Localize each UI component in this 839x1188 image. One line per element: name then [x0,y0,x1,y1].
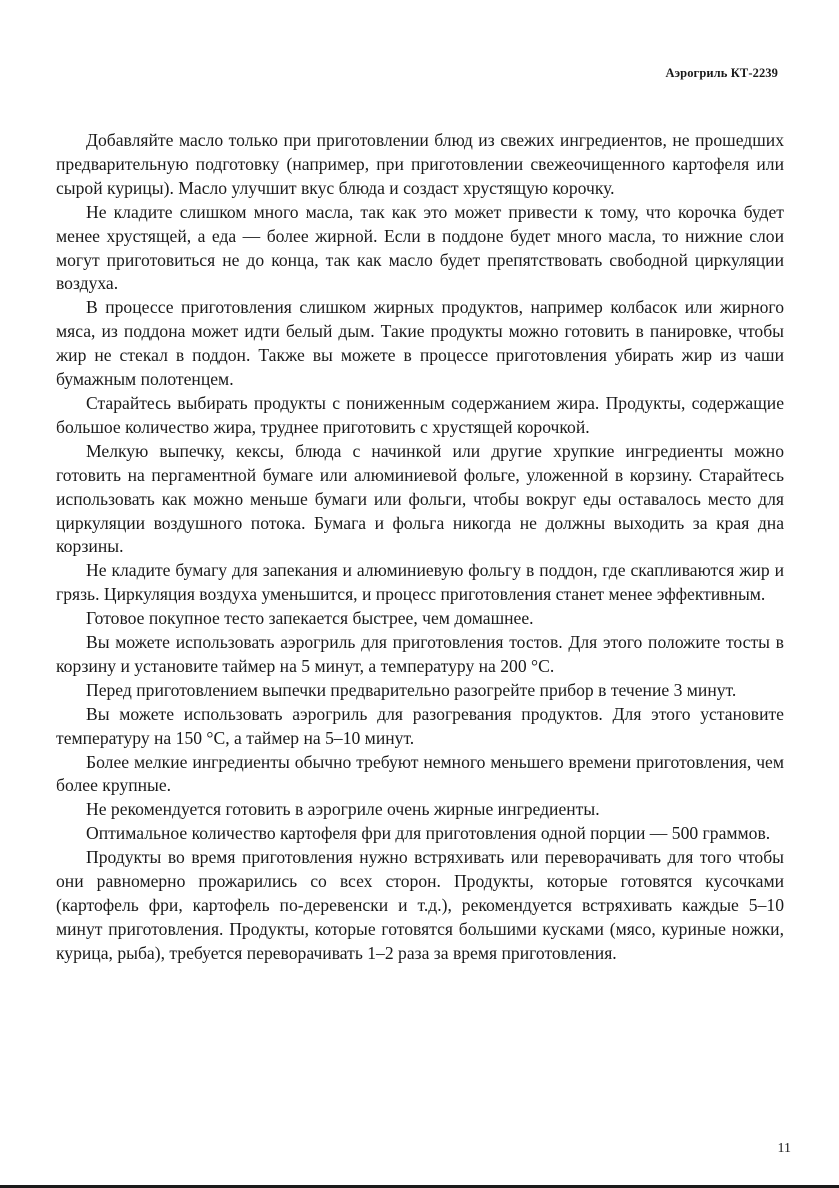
paragraph: Перед приготовлением выпечки предварительно разогрейте прибор в течение 3 минут. [86,679,737,700]
paragraph: В процессе приготовления слишком жирных продуктов, например колбасок или жирного мяса, из поддона может идти белый дым. Такие продукты можно готовить в панировке, чтобы жир не стекал в поддон. Также вы можете в процессе приготовления убирать жир из чаши бумажным полотенцем. [56,297,784,390]
paragraph: Вы можете использовать аэрогриль для разогревания продуктов. Для этого установите температуру на 150 °С, а таймер на 5–10 минут. [56,703,784,748]
paragraph: Старайтесь выбирать продукты с пониженным содержанием жира. Продукты, содержащие большое количество жира, труднее приготовить с хрустящей корочкой. [56,392,784,437]
paragraph: Не рекомендуется готовить в аэрогриле очень жирные ингредиенты. [86,799,600,820]
paragraph: Мелкую выпечку, кексы, блюда с начинкой или другие хрупкие ингредиенты можно готовить на пергаментной бумаге или алюминиевой фольге, уложенной в корзину. Старайтесь использовать как можно меньше бумаги или фольги, чтобы вокруг еды оставалось место для циркуляции воздушного потока. Бумага и фольга никогда не должны выходить за края дна корзины. [56,440,784,557]
page-number: 11 [777,1141,791,1156]
paragraph: Не кладите слишком много масла, так как это может привести к тому, что корочка будет менее хрустящей, а еда — более жирной. Если в поддоне будет много масла, то нижние слои могут приготовиться не до конца, так как масло будет препятствовать свободной циркуляции воздуха. [56,201,784,294]
running-header: Аэрогриль КТ-2239 [665,66,778,80]
body-text [56,129,784,966]
paragraph: Вы можете использовать аэрогриль для приготовления тостов. Для этого положите тосты в корзину и установите таймер на 5 минут, а температуру на 200 °С. [56,632,784,676]
paragraph: Более мелкие ингредиенты обычно требуют немного меньшего времени приготовления, чем более крупные. [56,751,784,796]
paragraph: Оптимальное количество картофеля фри для приготовления одной порции — 500 граммов. [86,823,771,844]
paragraph: Добавляйте масло только при приготовлении блюд из свежих ингредиентов, не прошедших предварительную подготовку (например, при приготовлении свежеочищенного картофеля или сырой курицы). Масло улучшит вкус блюда и создаст хрустящую корочку. [56,130,784,198]
paragraph: Продукты во время приготовления нужно встряхивать или переворачивать для того чтобы они равномерно прожарились со всех сторон. Продукты, которые готовятся кусочками (картофель фри, картофель по-деревенски и т.д.), рекомендуется встряхивать каждые 5–10 минут приготовления. Продукты, которые готовятся большими кусками (мясо, куриные ножки, курица, рыба), требуется переворачивать 1–2 раза за время приготовления. [56,847,784,963]
paragraph: Не кладите бумагу для запекания и алюминиевую фольгу в поддон, где скапливаются жир и грязь. Циркуляция воздуха уменьшится, и процесс приготовления станет менее эффективным. [56,560,784,605]
paragraph: Готовое покупное тесто запекается быстрее, чем домашнее. [86,608,534,629]
